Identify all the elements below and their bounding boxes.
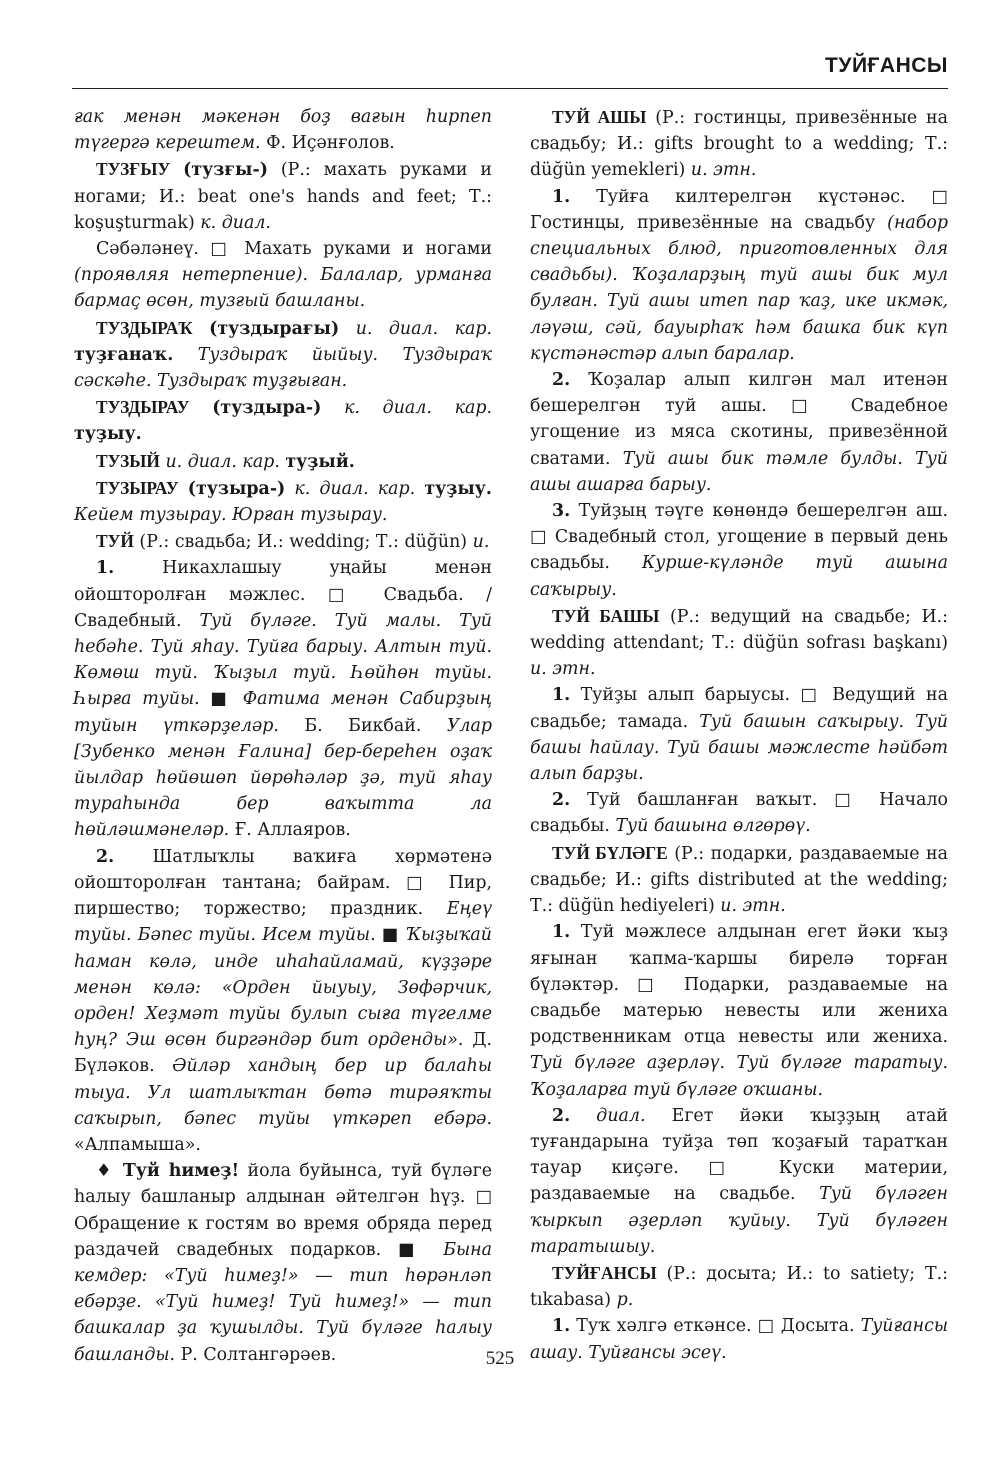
italic-text: и. диал. кар. [355, 318, 493, 339]
dictionary-entry: ТУЙ (Р.: свадьба; И.: wedding; Т.: düğün) и. [96, 531, 490, 553]
italic-text: Туй бүләген ҡыркып әҙерләп ҡуйыу. Туй бүләген таратышыу. [530, 1184, 948, 1257]
bold-text: (туздырағы) [209, 318, 340, 339]
dictionary-entry [74, 315, 492, 395]
bold-text: 2. [552, 1105, 571, 1126]
dictionary-entry: ТУЙ АШЫ (Р.: гостинцы, привезённые на свадьбу; И.: gifts brought to a wedding; Т.: düğün yemekleri) и. этн. [530, 107, 948, 181]
italic-text: диал. [596, 1105, 646, 1126]
page-header [72, 52, 948, 89]
dictionary-entry: ТУЙ БҮЛӘГЕ (Р.: подарки, раздаваемые на свадьбе; И.: gifts distributed at the wedding; Т.: düğün hediyeleri) и. этн. [530, 842, 949, 917]
italic-text: р. [616, 1290, 634, 1311]
italic-text: и. этн. [530, 659, 596, 680]
italic-text: Фатима менән Сабирҙың туйын үткәрҙеләр. [74, 689, 492, 736]
dictionary-entry: ТУЙ БАШЫ (Р.: ведущий на свадьбе; И.: wedding attendant; Т.: düğün sofrası başkanı) и. этн. [530, 605, 948, 680]
bold-text: 1. [552, 186, 571, 207]
bold-text: туҙыу. [74, 424, 142, 445]
headword: ТУЗҒЫУ [96, 159, 171, 180]
bold-text: 1. [552, 922, 571, 943]
headword: ТУЗДЫРАҠ [96, 317, 193, 338]
italic-text: Ҡыҙыҡай һаман көлә, инде иһаһайламай, күҙҙәре менән көлә: «Орден йыуыу, Зөфәрчик, орден! Хеҙмәт туйы булып сыға түгелме һуң? Эш өсөн биргәндәр бит орденды». [74, 925, 492, 1051]
headword: ТУЙ АШЫ [552, 107, 647, 127]
headword: ТУЗЫЙ [96, 450, 160, 471]
italic-text: к. диал. кар. [294, 478, 416, 499]
running-head: ТУЙҒАНСЫ [825, 54, 948, 77]
headword: ТУЙ БҮЛӘГЕ [552, 842, 668, 863]
dictionary-entry: 2. Ҡоҙалар алып килгән мал итенән бешерелгән туй ашы. □ Свадебное угощение из мяса скотины, привезённой сватами. Туй ашы бик тәмле булды. Туй ашы ашарға барыу. [530, 370, 948, 495]
headword: ТУЙ БАШЫ [552, 605, 660, 626]
bold-text: 3. [552, 501, 571, 522]
dictionary-entry: Сәбәләнеү. □ Махать руками и ногами (проявляя нетерпение). Балалар, урманға бармаҫ өсөн, тузғый башланы. [74, 239, 492, 312]
italic-text: Туй бүләге. Туй малы. Туй һебәһе. Туй яһау. Туйға барыу. Алтын туй. Көмөш туй. Ҡыҙыл туй. Һөйһөн туйы. Һырға туйы. [74, 610, 493, 710]
dictionary-entry: ТУЗҒЫУ (тузғы-) (Р.: махать руками и ногами; И.: beat one's hands and feet; Т.: koşuşturmak) к. диал. [74, 159, 492, 233]
dictionary-entry: ТУЙҒАНСЫ (Р.: досыта; И.: to satiety; Т.: tıkabasa) р. [530, 1262, 948, 1311]
italic-text: и. этн. [720, 896, 786, 917]
bold-text: туҙыу. [424, 478, 492, 499]
bold-text: 2. [552, 790, 571, 811]
bold-text: (туздыра-) [212, 398, 322, 419]
dictionary-entry [74, 448, 492, 475]
left-column [74, 104, 492, 1368]
bold-text: 1. [552, 685, 571, 706]
italic-text: Туздыраҡ йыйыу. Туздыраҡ сәскәһе. Туздыраҡ туҙғыған. [74, 344, 492, 392]
bold-text: Туй һимеҙ! [122, 1161, 240, 1182]
italic-text: (набор специальных блюд, приготовленных для свадьбы). Ҡоҙаларҙың туй ашы бик мул булған. Туй ашы итеп пар ҡаҙ, ике икмәк, ләүәш, сәй, бауырһаҡ һәм башка бик күп күстәнәстәр алып баралар. [530, 212, 948, 364]
dictionary-entry: 1. Туйға килтерелгән күстәнәс. □ Гостинцы, привезённые на свадьбу (набор специальных блюд, приготовленных для свадьбы). Ҡоҙаларҙың туй ашы бик мул булған. Туй ашы итеп пар ҡаҙ, ике икмәк, ләүәш, сәй, бауырһаҡ һәм башка бик күп күстәнәстәр алып баралар. [530, 186, 948, 364]
italic-text: Әйләр хандың бер ир балаһы тыуа. Ул шатлыҡтан бөтә тирәяҡты саҡырып, бәпес туйы үткәреп ебәрә. [74, 1056, 492, 1129]
italic-text: и. этн. [690, 160, 757, 181]
italic-text: Улар [Зубенко менән Ғалина] бер-береһен оҙаҡ йылдар һөйөшөп йөрөһәләр ҙә, туй яһау тураһында бер ваҡытта ла һөйләшмәнеләр. [74, 715, 492, 841]
italic-text: ғак менән мәкенән боҙ вағын һирпеп түгергә керештем. [74, 107, 492, 154]
dictionary-entry: 1. Никахлашыу уңайы менән ойошторолған мәжлес. □ Свадьба. / Свадебный. Туй бүләге. Туй малы. Туй һебәһе. Туй яһау. Туйға барыу. Алтын туй. Көмөш туй. Ҡыҙыл туй. Һөйһөн туйы. Һырға туйы. ■ Фатима менән Сабирҙың туйын үткәрҙеләр. Б. Бикбай. Улар [Зубенко менән Ғалина] бер-береһен оҙаҡ йылдар һөйөшөп йөрөһәләр ҙә, туй яһау тураһында бер ваҡытта ла һөйләшмәнеләр. Ғ. Аллаяров. [74, 558, 493, 841]
bold-text: 2. [552, 370, 571, 391]
italic-text: Курше-күләнде туй ашына саҡырыу. [530, 553, 948, 600]
bold-text: (тузғы-) [183, 160, 268, 181]
italic-text: Кейем тузырау. Юрған тузырау. [74, 505, 388, 526]
dictionary-entry: ♦ Туй һимеҙ! йола буйынса, туй бүләге һалыу башланыр алдынан әйтелгән һүҙ. □ Обращение к гостям во время обряда перед раздачей свадебных подарков. ■ Бына кемдер: «Туй һимеҙ!» — тип һөрәнләп ебәрҙе. «Туй һимеҙ! Туй һимеҙ!» — тип башкалар ҙа ҡушылды. Туй бүләге һалыу башланды. Р. Солтангәрәев. [74, 1161, 492, 1365]
bold-text: 2. [96, 846, 115, 867]
bold-text: туҙый. [285, 451, 355, 472]
page-number: 525 [485, 1348, 515, 1369]
bold-text: 1. [552, 1316, 571, 1337]
italic-text: Еңеү туйы. Бәпес туйы. Исем туйы. [74, 899, 492, 946]
headword: ТУЗЫРАУ [96, 477, 179, 498]
dictionary-entry: 1. Туй мәжлесе алдынан егет йәки ҡыҙ яғынан ҡапма-ҡаршы бирелә торған бүләктәр. □ Подарки, раздаваемые на свадьбе матерью невесты или жениха родственникам отца невесты или жениха. Туй бүләге аҙерләү. Туй бүләге таратыу. Ҡоҙаларға туй бүләге оҡшаны. [530, 922, 948, 1100]
italic-text: Туй башына өлгөрөү. [615, 816, 811, 837]
italic-text: и. диал. кар. [165, 451, 280, 472]
right-column [530, 104, 948, 1366]
dictionary-entry: 2. диал. Егет йәки ҡыҙҙың атай туғандарына туйҙа төп ҡоҙағый таратҡан тауар киҫәге. □ Куски материи, раздаваемые на свадьбе. Туй бүләген ҡыркып әҙерләп ҡуйыу. Туй бүләген таратышыу. [530, 1105, 948, 1257]
dictionary-entry: 2. Туй башланған ваҡыт. □ Начало свадьбы. Туй башына өлгөрөү. [530, 790, 948, 837]
dictionary-entry: ғак менән мәкенән боҙ вағын һирпеп түгергә керештем. Ф. Иҫәнғолов. [74, 107, 492, 154]
italic-text: Бына кемдер: «Туй һимеҙ!» — тип һөрәнләп ебәрҙе. «Туй һимеҙ! Туй һимеҙ!» — тип башкалар ҙа ҡушылды. Туй бүләге һалыу башланды. [74, 1239, 492, 1365]
dictionary-entry: 1. Туҡ хәлгә еткәнсе. □ Досыта. Туйғансы ашау. Туйғансы эсеү. [530, 1316, 948, 1363]
italic-text: Туйғансы ашау. Туйғансы эсеү. [530, 1316, 948, 1363]
italic-text: (проявляя нетерпение). Балалар, урманға бармаҫ өсөн, тузғый башланы. [74, 265, 492, 312]
dictionary-entry: 2. Шатлыҡлы ваҡиға хөрмәтенә ойошторолған тантана; байрам. □ Пир, пиршество; торжество; праздник. Еңеү туйы. Бәпес туйы. Исем туйы. ■ Ҡыҙыҡай һаман көлә, инде иһаһайламай, күҙҙәре менән көлә: «Орден йыуыу, Зөфәрчик, орден! Хеҙмәт туйы булып сыға түгелме һуң? Эш өсөн биргәндәр бит орденды». Д. Бүләков. Әйләр хандың бер ир балаһы тыуа. Ул шатлыҡтан бөтә тирәяҡты саҡырып, бәпес туйы үткәреп ебәрә. «Алпамыша». [74, 846, 492, 1155]
italic-text: Туй бүләге аҙерләү. Туй бүләге таратыу. Ҡоҙаларға туй бүләге оҡшаны. [530, 1053, 948, 1100]
headword: ТУЙ [96, 531, 134, 552]
italic-text: Туй ашы бик тәмле булды. Туй ашы ашарға барыу. [530, 448, 948, 495]
italic-text: к. диал. [200, 212, 271, 233]
headword: ТУЙҒАНСЫ [552, 1262, 657, 1283]
dictionary-entry: 3. Туйҙың тәүге көнөндә бешерелгән аш. □ Свадебный стол, угощение в первый день свадьбы. Курше-күләнде туй ашына саҡырыу. [530, 501, 948, 600]
italic-text: к. диал. кар. [344, 398, 493, 419]
italic-text: и. [472, 532, 490, 553]
bold-text: (тузыра-) [187, 478, 286, 499]
dictionary-entry [74, 394, 492, 447]
dictionary-entry: 1. Туйҙы алып барыусы. □ Ведущий на свадьбе; тамада. Туй башын саҡырыу. Туй башы һайлау. Туй башы мәжлесте һәйбәт алып барҙы. [530, 685, 948, 785]
bold-text: 1. [96, 558, 115, 579]
italic-text: Туй башын саҡырыу. Туй башы һайлау. Туй башы мәжлесте һәйбәт алып барҙы. [530, 711, 948, 785]
headword: ТУЗДЫРАУ [96, 397, 190, 418]
dictionary-entry [74, 475, 492, 528]
bold-text: туҙғанаҡ. [74, 344, 174, 365]
